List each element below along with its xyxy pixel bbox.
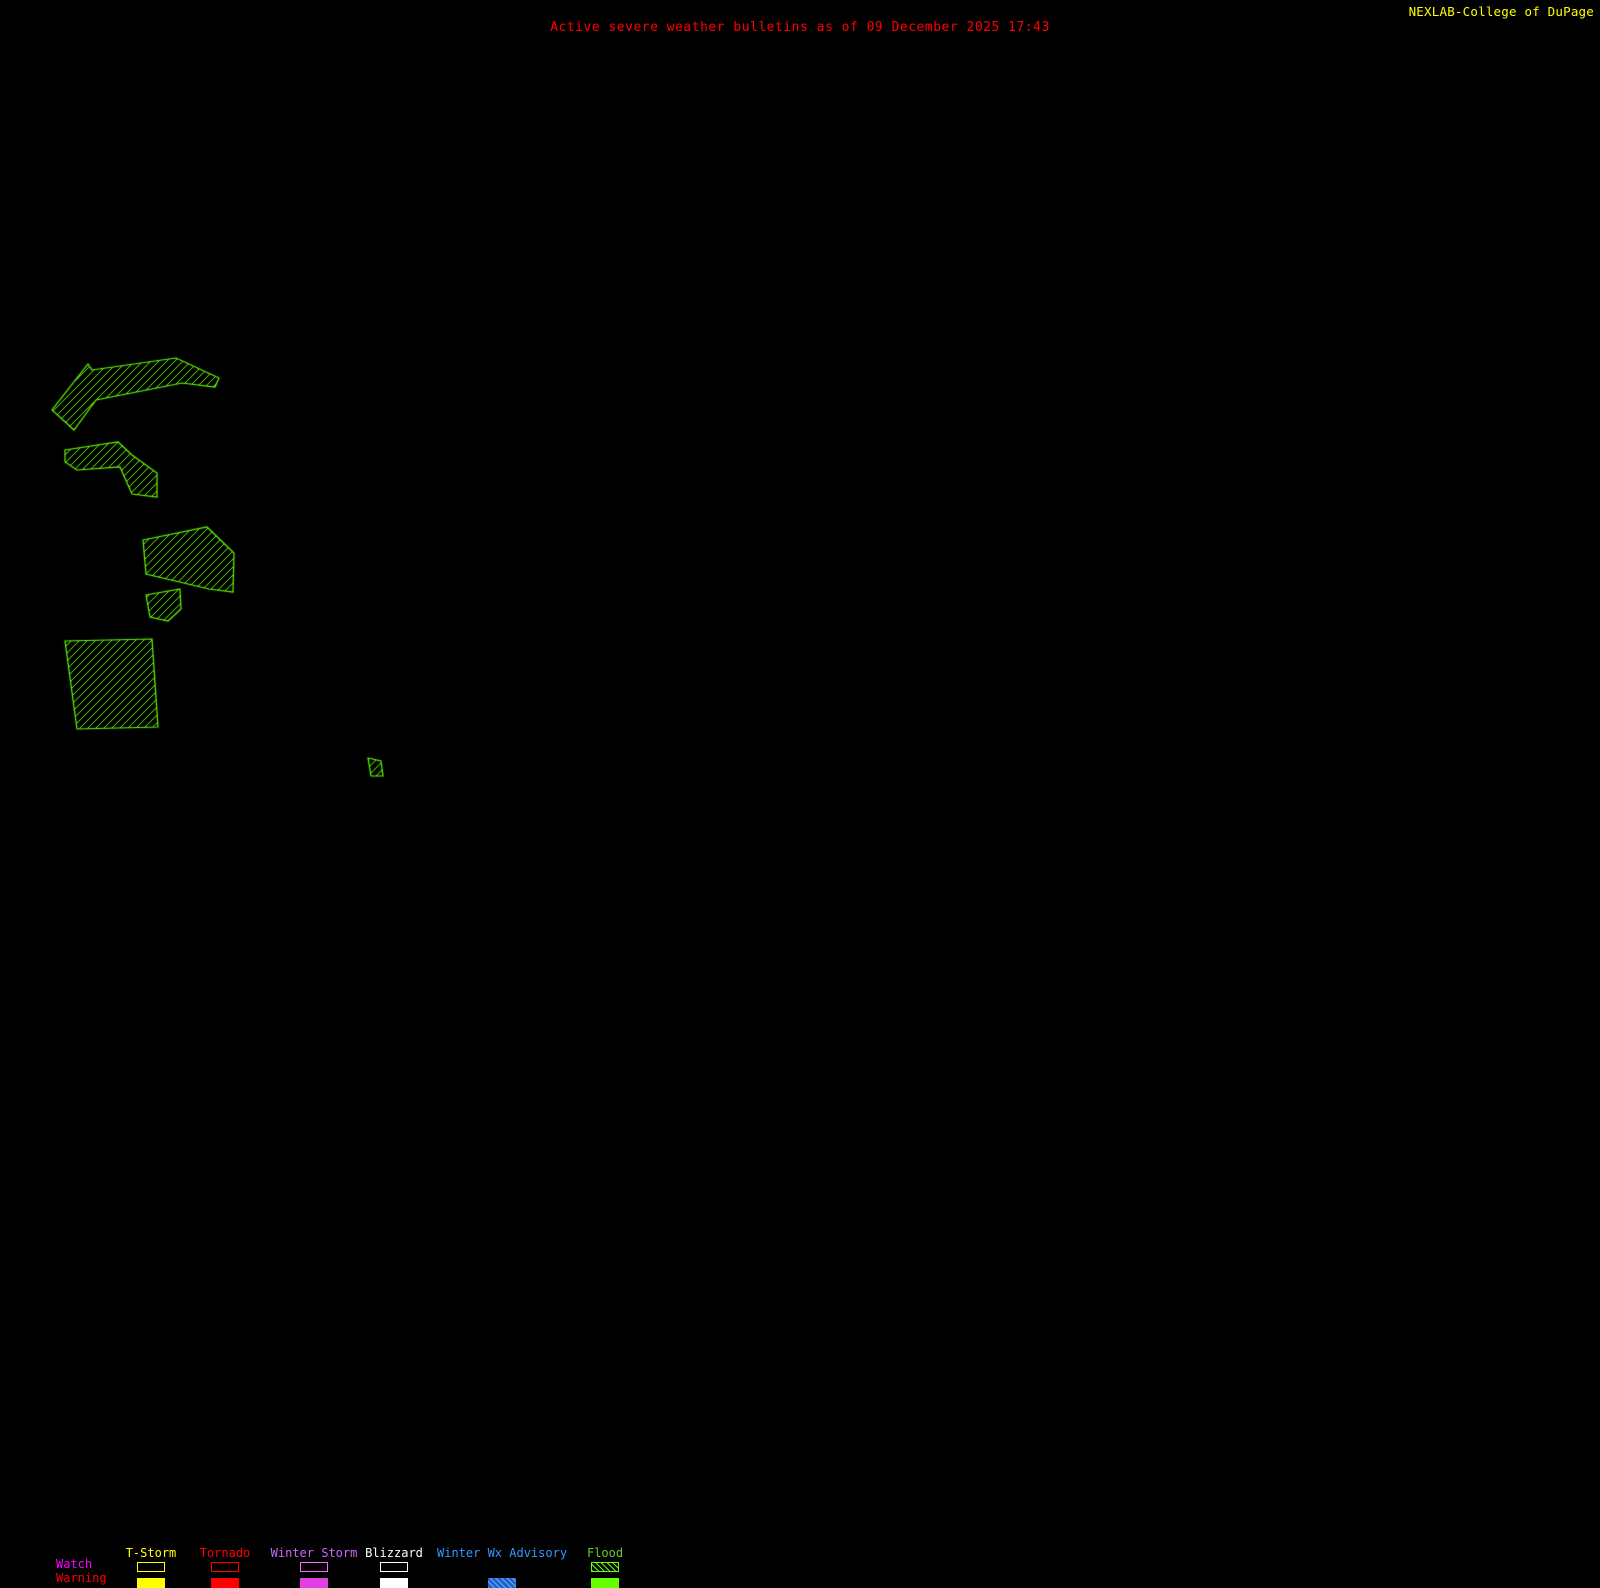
legend-watch-swatch — [591, 1562, 619, 1572]
legend-watch-swatch — [380, 1562, 408, 1572]
legend-watch-swatch — [211, 1562, 239, 1572]
legend-row-label-warning: Warning — [56, 1571, 107, 1585]
legend-column-label: T-Storm — [125, 1546, 177, 1560]
legend-watch-swatch — [488, 1562, 516, 1572]
page-title: Active severe weather bulletins as of 09 December 2025 17:43 — [550, 20, 1050, 35]
legend-column-tstorm[interactable] — [110, 1546, 192, 1588]
legend-warning-swatch — [300, 1578, 328, 1588]
legend-column-flood[interactable] — [565, 1546, 645, 1588]
legend-warning-swatch — [211, 1578, 239, 1588]
brand-label: NEXLAB-College of DuPage — [1408, 4, 1594, 19]
legend-column-label: Winter Storm — [270, 1546, 358, 1560]
legend-warning-swatch — [488, 1578, 516, 1588]
legend-column-label: Tornado — [199, 1546, 251, 1560]
legend-column-winter-wx-advisory[interactable] — [437, 1546, 567, 1588]
legend-warning-swatch — [380, 1578, 408, 1588]
legend-warning-swatch — [137, 1578, 165, 1588]
legend — [0, 770, 1600, 1585]
legend-row-label-watch: Watch — [56, 1557, 93, 1571]
legend-column-label: Winter Wx Advisory — [437, 1546, 568, 1560]
legend-column-label: Flood — [586, 1546, 624, 1560]
legend-warning-swatch — [591, 1578, 619, 1588]
legend-watch-swatch — [137, 1562, 165, 1572]
legend-column-label: Blizzard — [365, 1546, 423, 1560]
legend-column-blizzard[interactable] — [353, 1546, 435, 1588]
legend-watch-swatch — [300, 1562, 328, 1572]
